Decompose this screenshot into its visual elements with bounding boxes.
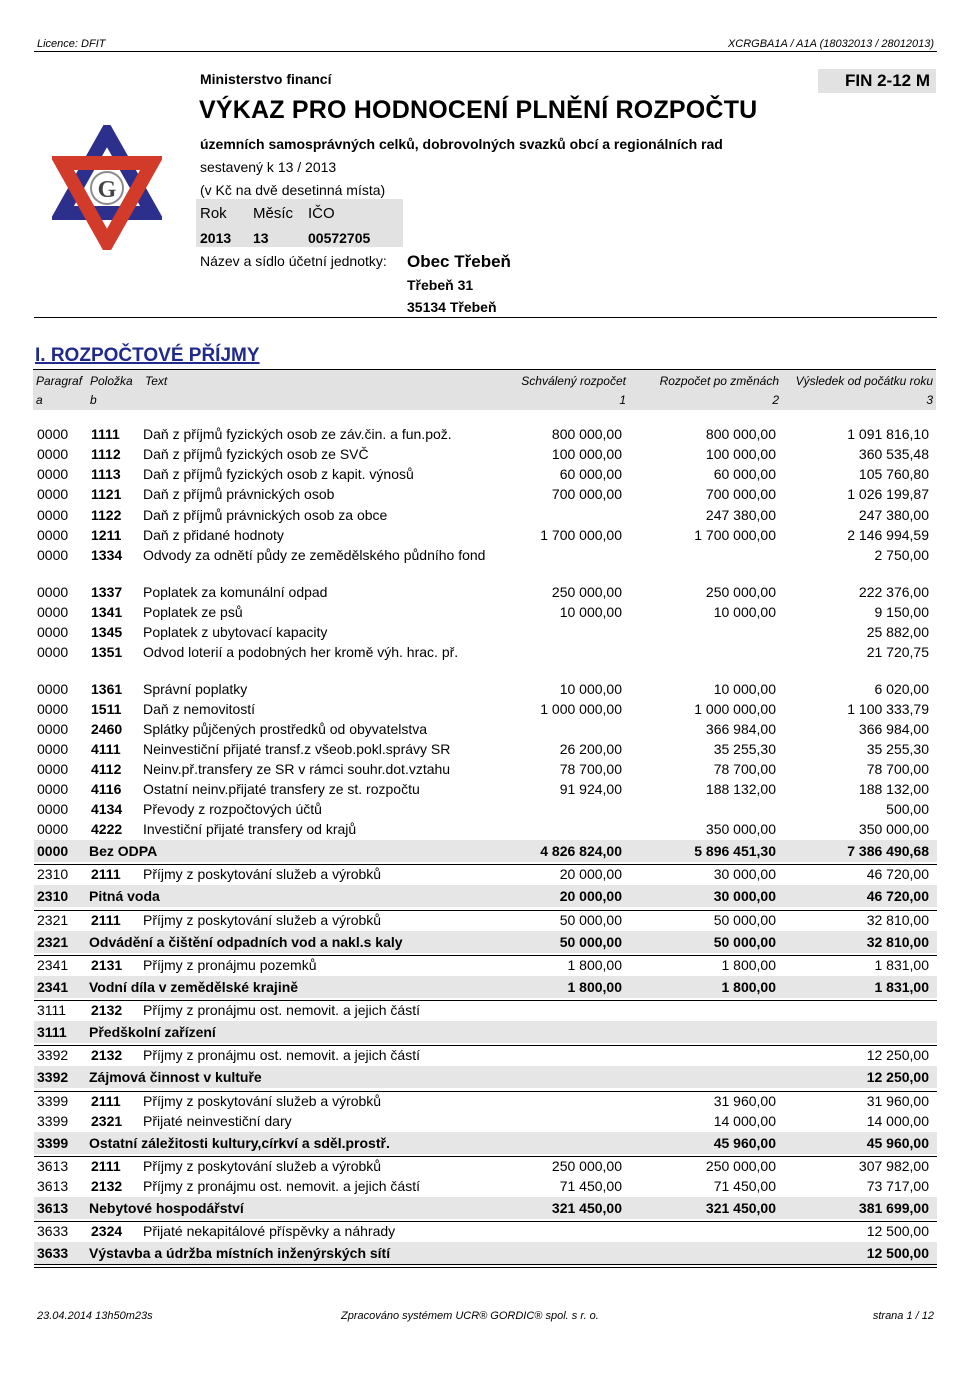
text-cell: Poplatek za komunální odpad	[143, 584, 328, 600]
text-cell: Přijaté nekapitálové příspěvky a náhrady	[143, 1223, 396, 1239]
year-value: 2013	[200, 230, 232, 246]
vysledek-cell: 46 720,00	[866, 866, 929, 882]
text-cell: Příjmy z poskytování služeb a výrobků	[143, 1158, 382, 1174]
polozka-cell: 4112	[91, 761, 122, 777]
form-code: XCRGBA1A / A1A (18032013 / 28012013)	[727, 38, 934, 50]
paragraf-cell: 3111	[37, 1024, 67, 1040]
col-schvaleny: Schválený rozpočet	[521, 374, 626, 388]
report-title: VÝKAZ PRO HODNOCENÍ PLNĚNÍ ROZPOČTU	[199, 96, 758, 124]
text-cell: Příjmy z pronájmu pozemků	[143, 957, 317, 973]
ministry-name: Ministerstvo financí	[200, 71, 332, 87]
text-cell: Příjmy z pronájmu ost. nemovit. a jejich částí	[143, 1002, 420, 1018]
po-zmenach-cell: 35 255,30	[713, 741, 776, 757]
vysledek-cell: 9 150,00	[874, 604, 929, 620]
po-zmenach-cell: 30 000,00	[713, 888, 776, 904]
col-polozka: Položka	[90, 374, 133, 388]
paragraf-cell: 2321	[37, 934, 69, 950]
paragraf-cell: 3399	[37, 1093, 69, 1109]
text-cell: Odvod loterií a podobných her kromě výh. hrac. př.	[143, 644, 459, 660]
text-cell: Správní poplatky	[143, 681, 248, 697]
col-paragraf: Paragraf	[36, 374, 83, 388]
paragraf-cell: 2321	[37, 912, 69, 928]
paragraf-cell: 0000	[37, 701, 69, 717]
paragraf-cell: 3392	[37, 1047, 69, 1063]
po-zmenach-cell: 71 450,00	[713, 1178, 776, 1194]
col-po-zmenach: Rozpočet po změnách	[659, 374, 779, 388]
text-cell: Daň z příjmů fyzických osob z kapit. výnosů	[143, 466, 414, 482]
table-summary-row	[34, 1021, 937, 1043]
text-cell: Daň z příjmů právnických osob za obce	[143, 507, 388, 523]
vysledek-cell: 21 720,75	[866, 644, 929, 660]
paragraf-cell: 0000	[37, 721, 69, 737]
paragraf-cell: 3111	[37, 1002, 67, 1018]
vysledek-cell: 1 026 199,87	[847, 486, 929, 502]
row-divider	[34, 1221, 937, 1222]
vysledek-cell: 12 250,00	[866, 1047, 929, 1063]
year-label: Rok	[200, 205, 227, 222]
schvaleny-cell: 250 000,00	[551, 584, 622, 600]
vysledek-cell: 46 720,00	[866, 888, 929, 904]
vysledek-cell: 12 500,00	[866, 1223, 929, 1239]
paragraf-cell: 0000	[37, 801, 69, 817]
footer-divider	[34, 1264, 937, 1265]
text-cell: Přijaté neinvestiční dary	[143, 1113, 292, 1129]
schvaleny-cell: 800 000,00	[551, 426, 622, 442]
schvaleny-cell: 1 800,00	[567, 957, 622, 973]
ico-value: 00572705	[308, 230, 371, 246]
vysledek-cell: 78 700,00	[866, 761, 929, 777]
po-zmenach-cell: 100 000,00	[705, 446, 776, 462]
po-zmenach-cell: 60 000,00	[713, 466, 776, 482]
polozka-cell: 1121	[91, 486, 122, 502]
paragraf-cell: 0000	[37, 843, 69, 859]
polozka-cell: 2132	[91, 1178, 123, 1194]
paragraf-cell: 3392	[37, 1069, 69, 1085]
col-1: 1	[619, 393, 626, 407]
paragraf-cell: 2310	[37, 866, 69, 882]
paragraf-cell: 0000	[37, 821, 69, 837]
po-zmenach-cell: 10 000,00	[713, 681, 776, 697]
vysledek-cell: 247 380,00	[858, 507, 929, 523]
po-zmenach-cell: 14 000,00	[713, 1113, 776, 1129]
vysledek-cell: 366 984,00	[858, 721, 929, 737]
text-cell: Příjmy z pronájmu ost. nemovit. a jejich částí	[143, 1047, 420, 1063]
col-b: b	[90, 393, 97, 407]
row-divider	[34, 1267, 937, 1268]
col-3: 3	[926, 393, 933, 407]
row-divider	[34, 910, 937, 911]
po-zmenach-cell: 1 000 000,00	[694, 701, 776, 717]
entity-address-1: Třebeň 31	[407, 277, 474, 293]
footer-page: strana 1 / 12	[872, 1310, 934, 1322]
schvaleny-cell: 700 000,00	[551, 486, 622, 502]
section-title: I. ROZPOČTOVÉ PŘÍJMY	[35, 345, 260, 366]
report-subtitle: územních samosprávných celků, dobrovolných svazků obcí a regionálních rad	[200, 136, 723, 152]
col-vysledek: Výsledek od počátku roku	[795, 374, 933, 388]
po-zmenach-cell: 78 700,00	[713, 761, 776, 777]
table-summary-row	[34, 840, 937, 862]
paragraf-cell: 0000	[37, 681, 69, 697]
schvaleny-cell: 20 000,00	[559, 866, 622, 882]
vysledek-cell: 381 699,00	[858, 1200, 929, 1216]
units-note: (v Kč na dvě desetinná místa)	[200, 182, 386, 198]
vysledek-cell: 1 100 333,79	[847, 701, 929, 717]
footer-system: Zpracováno systémem UCR® GORDIC® spol. s r. o.	[341, 1310, 599, 1322]
paragraf-cell: 0000	[37, 644, 69, 660]
text-cell: Pitná voda	[89, 888, 160, 904]
polozka-cell: 2111	[91, 912, 121, 928]
schvaleny-cell: 10 000,00	[559, 604, 622, 620]
schvaleny-cell: 4 826 824,00	[540, 843, 622, 859]
row-divider	[34, 1045, 937, 1046]
paragraf-cell: 0000	[37, 507, 69, 523]
month-value: 13	[253, 230, 269, 246]
vysledek-cell: 2 146 994,59	[847, 527, 929, 543]
po-zmenach-cell: 50 000,00	[713, 912, 776, 928]
schvaleny-cell: 1 800,00	[567, 979, 622, 995]
polozka-cell: 2111	[91, 866, 121, 882]
paragraf-cell: 3613	[37, 1200, 69, 1216]
vysledek-cell: 14 000,00	[866, 1113, 929, 1129]
text-cell: Bez ODPA	[89, 843, 158, 859]
text-cell: Neinv.př.transfery ze SR v rámci souhr.dot.vztahu	[143, 761, 451, 777]
header-divider	[34, 317, 937, 318]
po-zmenach-cell: 31 960,00	[713, 1093, 776, 1109]
schvaleny-cell: 50 000,00	[559, 934, 622, 950]
schvaleny-cell: 10 000,00	[559, 681, 622, 697]
svg-text:G: G	[97, 177, 117, 203]
vysledek-cell: 1 831,00	[874, 957, 929, 973]
polozka-cell: 1122	[91, 507, 122, 523]
po-zmenach-cell: 247 380,00	[705, 507, 776, 523]
paragraf-cell: 0000	[37, 466, 69, 482]
schvaleny-cell: 78 700,00	[559, 761, 622, 777]
vysledek-cell: 2 750,00	[874, 547, 929, 563]
polozka-cell: 2132	[91, 1002, 123, 1018]
text-cell: Nebytové hospodářství	[89, 1200, 244, 1216]
text-cell: Daň z přidané hodnoty	[143, 527, 284, 543]
paragraf-cell: 0000	[37, 604, 69, 620]
licence-label: Licence: DFIT	[37, 38, 106, 50]
col-text: Text	[145, 374, 168, 388]
polozka-cell: 1337	[91, 584, 123, 600]
text-cell: Daň z příjmů fyzických osob ze záv.čin. a fun.pož.	[143, 426, 452, 442]
col-a: a	[36, 393, 43, 407]
paragraf-cell: 0000	[37, 781, 69, 797]
text-cell: Vodní díla v zemědělské krajině	[89, 979, 299, 995]
paragraf-cell: 2310	[37, 888, 69, 904]
schvaleny-cell: 250 000,00	[551, 1158, 622, 1174]
entity-address-2: 35134 Třebeň	[407, 299, 497, 315]
paragraf-cell: 0000	[37, 547, 69, 563]
text-cell: Příjmy z poskytování služeb a výrobků	[143, 912, 382, 928]
schvaleny-cell: 26 200,00	[559, 741, 622, 757]
po-zmenach-cell: 1 800,00	[721, 979, 776, 995]
po-zmenach-cell: 366 984,00	[705, 721, 776, 737]
table-summary-row	[34, 1132, 937, 1154]
entity-label: Název a sídlo účetní jednotky:	[200, 253, 387, 269]
row-divider	[34, 955, 937, 956]
paragraf-cell: 2341	[37, 957, 69, 973]
polozka-cell: 2131	[91, 957, 123, 973]
ico-label: IČO	[308, 205, 335, 222]
text-cell: Neinvestiční přijaté transf.z všeob.pokl.správy SR	[143, 741, 451, 757]
vysledek-cell: 31 960,00	[866, 1093, 929, 1109]
paragraf-cell: 0000	[37, 584, 69, 600]
text-cell: Předškolní zařízení	[89, 1024, 216, 1040]
polozka-cell: 4116	[91, 781, 122, 797]
paragraf-cell: 0000	[37, 761, 69, 777]
text-cell: Výstavba a údržba místních inženýrských sítí	[89, 1245, 391, 1261]
vysledek-cell: 1 831,00	[874, 979, 929, 995]
text-cell: Poplatek z ubytovací kapacity	[143, 624, 328, 640]
paragraf-cell: 0000	[37, 527, 69, 543]
schvaleny-cell: 1 700 000,00	[540, 527, 622, 543]
row-divider	[34, 1091, 937, 1092]
paragraf-cell: 0000	[37, 486, 69, 502]
row-divider	[34, 1000, 937, 1001]
paragraf-cell: 3399	[37, 1135, 69, 1151]
polozka-cell: 1211	[91, 527, 122, 543]
row-divider	[34, 864, 937, 865]
vysledek-cell: 45 960,00	[866, 1135, 929, 1151]
paragraf-cell: 0000	[37, 446, 69, 462]
schvaleny-cell: 1 000 000,00	[540, 701, 622, 717]
text-cell: Ostatní záležitosti kultury,církví a sděl.prostř.	[89, 1135, 390, 1151]
polozka-cell: 1113	[91, 466, 121, 482]
vysledek-cell: 350 000,00	[858, 821, 929, 837]
text-cell: Investiční přijaté transfery od krajů	[143, 821, 357, 837]
polozka-cell: 2132	[91, 1047, 123, 1063]
text-cell: Odvádění a čištění odpadních vod a nakl.s kaly	[89, 934, 403, 950]
paragraf-cell: 3633	[37, 1245, 69, 1261]
paragraf-cell: 0000	[37, 426, 69, 442]
gordic-logo-icon	[52, 125, 162, 250]
polozka-cell: 4111	[91, 741, 121, 757]
col-2: 2	[772, 393, 779, 407]
text-cell: Příjmy z poskytování služeb a výrobků	[143, 1093, 382, 1109]
vysledek-cell: 35 255,30	[866, 741, 929, 757]
polozka-cell: 1341	[91, 604, 123, 620]
text-cell: Ostatní neinv.přijaté transfery ze st. rozpočtu	[143, 781, 420, 797]
po-zmenach-cell: 10 000,00	[713, 604, 776, 620]
schvaleny-cell: 71 450,00	[559, 1178, 622, 1194]
po-zmenach-cell: 45 960,00	[713, 1135, 776, 1151]
paragraf-cell: 3613	[37, 1178, 69, 1194]
vysledek-cell: 500,00	[886, 801, 929, 817]
text-cell: Zájmová činnost v kultuře	[89, 1069, 262, 1085]
polozka-cell: 2111	[91, 1158, 121, 1174]
table-summary-row	[34, 1066, 937, 1088]
table-summary-row	[34, 885, 937, 907]
polozka-cell: 1334	[91, 547, 123, 563]
vysledek-cell: 32 810,00	[866, 934, 929, 950]
po-zmenach-cell: 700 000,00	[705, 486, 776, 502]
polozka-cell: 2111	[91, 1093, 121, 1109]
schvaleny-cell: 60 000,00	[559, 466, 622, 482]
top-divider	[34, 51, 937, 52]
text-cell: Daň z příjmů právnických osob	[143, 486, 335, 502]
po-zmenach-cell: 1 700 000,00	[694, 527, 776, 543]
po-zmenach-cell: 5 896 451,30	[694, 843, 776, 859]
po-zmenach-cell: 800 000,00	[705, 426, 776, 442]
po-zmenach-cell: 30 000,00	[713, 866, 776, 882]
polozka-cell: 1351	[91, 644, 123, 660]
paragraf-cell: 0000	[37, 624, 69, 640]
vysledek-cell: 25 882,00	[866, 624, 929, 640]
text-cell: Převody z rozpočtových účtů	[143, 801, 322, 817]
schvaleny-cell: 100 000,00	[551, 446, 622, 462]
polozka-cell: 1345	[91, 624, 123, 640]
paragraf-cell: 3399	[37, 1113, 69, 1129]
polozka-cell: 2321	[91, 1113, 123, 1129]
polozka-cell: 1112	[91, 446, 121, 462]
vysledek-cell: 32 810,00	[866, 912, 929, 928]
vysledek-cell: 1 091 816,10	[847, 426, 929, 442]
table-summary-row	[34, 1197, 937, 1219]
po-zmenach-cell: 350 000,00	[705, 821, 776, 837]
po-zmenach-cell: 321 450,00	[705, 1200, 776, 1216]
table-summary-row	[34, 976, 937, 998]
polozka-cell: 1511	[91, 701, 122, 717]
row-divider	[34, 1156, 937, 1157]
schvaleny-cell: 91 924,00	[559, 781, 622, 797]
table-summary-row	[34, 931, 937, 953]
po-zmenach-cell: 250 000,00	[705, 584, 776, 600]
vysledek-cell: 7 386 490,68	[847, 843, 929, 859]
id-box	[196, 199, 403, 247]
footer-date: 23.04.2014 13h50m23s	[37, 1310, 153, 1322]
polozka-cell: 4134	[91, 801, 123, 817]
form-badge-label: FIN 2-12 M	[844, 71, 930, 90]
schvaleny-cell: 20 000,00	[559, 888, 622, 904]
polozka-cell: 2324	[91, 1223, 123, 1239]
entity-name: Obec Třebeň	[407, 252, 511, 271]
text-cell: Příjmy z pronájmu ost. nemovit. a jejich částí	[143, 1178, 420, 1194]
polozka-cell: 2460	[91, 721, 123, 737]
vysledek-cell: 12 500,00	[866, 1245, 929, 1261]
schvaleny-cell: 321 450,00	[551, 1200, 622, 1216]
table-header	[33, 369, 936, 410]
form-badge	[818, 69, 936, 93]
po-zmenach-cell: 1 800,00	[721, 957, 776, 973]
paragraf-cell: 0000	[37, 741, 69, 757]
polozka-cell: 1111	[91, 426, 120, 442]
vysledek-cell: 73 717,00	[866, 1178, 929, 1194]
vysledek-cell: 6 020,00	[874, 681, 929, 697]
text-cell: Poplatek ze psů	[143, 604, 243, 620]
text-cell: Splátky půjčených prostředků od obyvatelstva	[143, 721, 428, 737]
month-label: Měsíc	[253, 205, 294, 222]
vysledek-cell: 360 535,48	[858, 446, 929, 462]
schvaleny-cell: 50 000,00	[559, 912, 622, 928]
vysledek-cell: 307 982,00	[858, 1158, 929, 1174]
po-zmenach-cell: 50 000,00	[713, 934, 776, 950]
polozka-cell: 4222	[91, 821, 123, 837]
paragraf-cell: 3613	[37, 1158, 69, 1174]
paragraf-cell: 2341	[37, 979, 69, 995]
compiled-period: sestavený k 13 / 2013	[200, 159, 337, 175]
text-cell: Odvody za odnětí půdy ze zemědělského půdního fond	[143, 547, 486, 563]
table-summary-row	[34, 1242, 937, 1264]
text-cell: Příjmy z poskytování služeb a výrobků	[143, 866, 382, 882]
vysledek-cell: 188 132,00	[858, 781, 929, 797]
vysledek-cell: 12 250,00	[866, 1069, 929, 1085]
text-cell: Daň z příjmů fyzických osob ze SVČ	[143, 446, 369, 462]
vysledek-cell: 105 760,80	[858, 466, 929, 482]
text-cell: Daň z nemovitostí	[143, 701, 256, 717]
vysledek-cell: 222 376,00	[858, 584, 929, 600]
po-zmenach-cell: 250 000,00	[705, 1158, 776, 1174]
polozka-cell: 1361	[91, 681, 123, 697]
po-zmenach-cell: 188 132,00	[705, 781, 776, 797]
paragraf-cell: 3633	[37, 1223, 69, 1239]
